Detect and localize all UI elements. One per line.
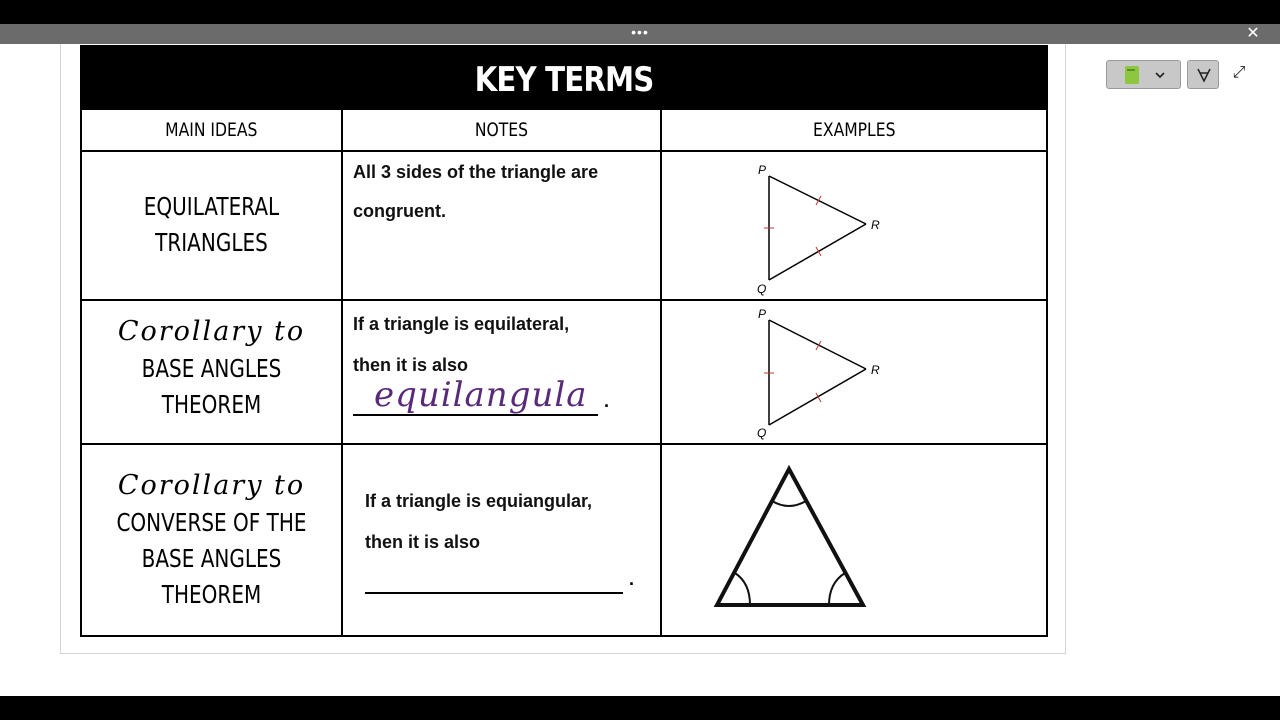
example-triangle-pqr-2 <box>662 301 1046 443</box>
vertex-label-q: Q <box>757 282 767 296</box>
close-icon[interactable]: ✕ <box>1246 25 1260 42</box>
expand-icon[interactable]: ⤢ <box>1232 64 1246 81</box>
vertex-label-r: R <box>871 363 880 377</box>
main-idea-converse-base-angles: Corollary to CONVERSE OF THE BASE ANGLES THEOREM <box>82 467 341 613</box>
window-titlebar <box>0 24 1280 44</box>
highlighter-button[interactable] <box>1187 60 1219 89</box>
notebook-dropdown-button[interactable] <box>1106 60 1181 89</box>
chevron-down-icon <box>1154 71 1166 81</box>
top-letterbox <box>0 0 1280 24</box>
script-label: Corollary to <box>117 470 306 501</box>
vertex-label-p: P <box>758 163 767 177</box>
content-area <box>0 44 1280 696</box>
blank-period: . <box>629 569 635 589</box>
key-terms-sheet <box>80 45 1048 637</box>
main-idea-equilateral: EQUILATERAL TRIANGLES <box>143 192 280 257</box>
note-row-1: All 3 sides of the triangle are congruent. <box>353 162 599 221</box>
main-idea-base-angles: Corollary to BASE ANGLES THEOREM <box>82 313 341 423</box>
sheet-title: KEY TERMS <box>149 47 978 110</box>
highlighter-icon <box>1194 65 1214 85</box>
blank-period: . <box>604 391 610 411</box>
note-row-2: If a triangle is equilateral, then it is also <box>353 314 570 375</box>
vertex-label-p: P <box>758 307 767 321</box>
slide-page <box>60 44 1066 654</box>
example-equiangular-triangle <box>662 445 1046 635</box>
grid-line <box>341 110 343 635</box>
answer-blank-line <box>365 592 623 594</box>
bottom-letterbox <box>0 696 1280 720</box>
handwritten-answer: equilangula <box>374 375 588 415</box>
vertex-label-r: R <box>871 218 880 232</box>
header-examples: EXAMPLES <box>812 119 896 141</box>
header-notes: NOTES <box>474 119 529 141</box>
script-label: Corollary to <box>117 316 306 347</box>
example-triangle-pqr-1 <box>662 152 1046 299</box>
vertex-label-q: Q <box>757 426 767 440</box>
title-banner <box>82 47 1046 110</box>
header-main-ideas: MAIN IDEAS <box>165 119 258 141</box>
note-row-3: If a triangle is equiangular, then it is also <box>365 491 593 552</box>
notebook-icon <box>1123 64 1143 86</box>
menu-dots-icon[interactable]: ••• <box>631 24 649 40</box>
